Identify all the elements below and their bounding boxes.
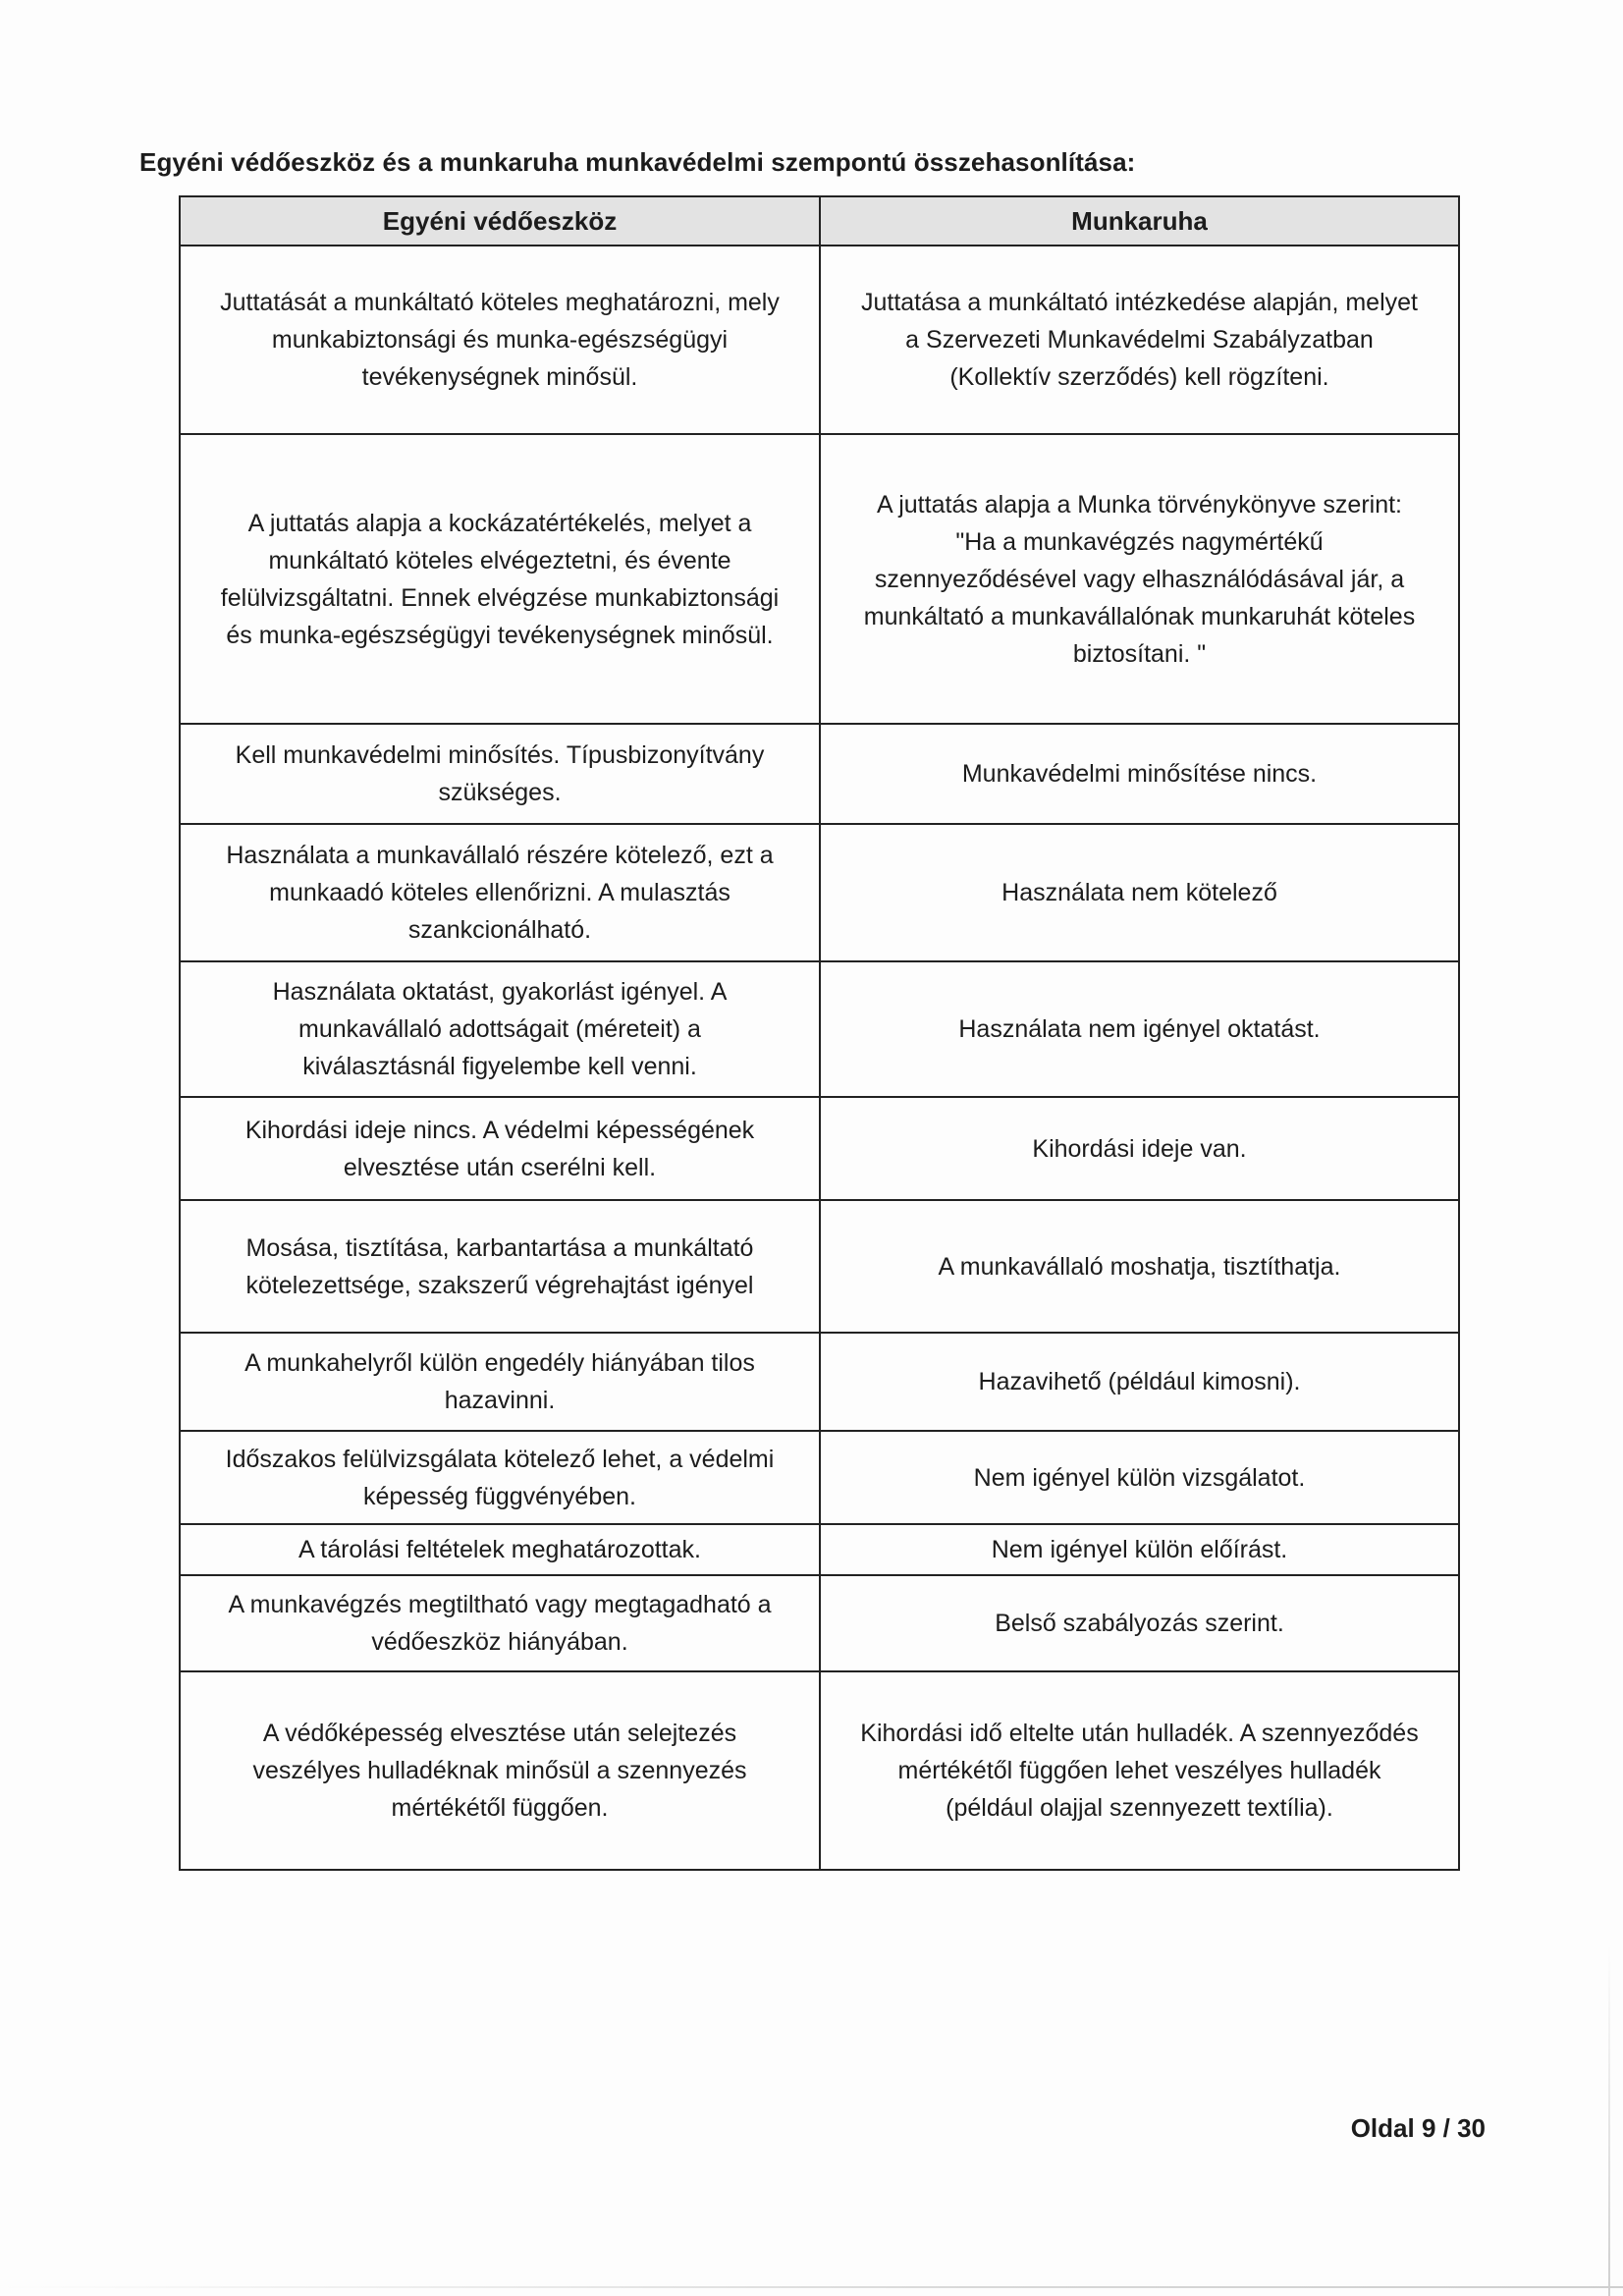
ppe-cell: A védőképesség elvesztése után selejtezés veszélyes hulladéknak minősül a szennyezés mértékétől függően.	[180, 1671, 820, 1870]
workwear-cell: Nem igényel külön vizsgálatot.	[820, 1431, 1459, 1524]
ppe-cell: Juttatását a munkáltató köteles meghatározni, mely munkabiztonsági és munka-egészségügyi tevékenységnek minősül.	[180, 246, 820, 434]
workwear-cell: Hazavihető (például kimosni).	[820, 1333, 1459, 1431]
ppe-cell: Kell munkavédelmi minősítés. Típusbizonyítvány szükséges.	[180, 724, 820, 824]
ppe-cell: Mosása, tisztítása, karbantartása a munkáltató kötelezettsége, szakszerű végrehajtást igényel	[180, 1200, 820, 1333]
scan-edge-shadow	[1608, 1944, 1610, 2296]
scan-bottom-shadow	[0, 2286, 1623, 2288]
table-row	[180, 824, 1459, 961]
table-row	[180, 961, 1459, 1097]
workwear-cell: Használata nem igényel oktatást.	[820, 961, 1459, 1097]
table-row	[180, 1200, 1459, 1333]
workwear-cell: Juttatása a munkáltató intézkedése alapján, melyet a Szervezeti Munkavédelmi Szabályzatban (Kollektív szerződés) kell rögzíteni.	[820, 246, 1459, 434]
table-row	[180, 434, 1459, 724]
table-header	[180, 196, 1459, 246]
header-workwear: Munkaruha	[820, 196, 1459, 246]
workwear-cell: Belső szabályozás szerint.	[820, 1575, 1459, 1671]
ppe-cell: A tárolási feltételek meghatározottak.	[180, 1524, 820, 1575]
workwear-cell: A juttatás alapja a Munka törvénykönyve szerint: "Ha a munkavégzés nagymértékű szennyeződésével vagy elhasználódásával jár, a munkáltató a munkavállalónak munkaruhát köteles biztosítani. "	[820, 434, 1459, 724]
workwear-cell: Kihordási ideje van.	[820, 1097, 1459, 1200]
table-row	[180, 1333, 1459, 1431]
table-row	[180, 1524, 1459, 1575]
ppe-cell: Használata oktatást, gyakorlást igényel. A munkavállaló adottságait (méreteit) a kiválasztásnál figyelembe kell venni.	[180, 961, 820, 1097]
document-title: Egyéni védőeszköz és a munkaruha munkavédelmi szempontú összehasonlítása:	[139, 147, 1136, 177]
ppe-cell: Kihordási ideje nincs. A védelmi képességének elvesztése után cserélni kell.	[180, 1097, 820, 1200]
workwear-cell: Nem igényel külön előírást.	[820, 1524, 1459, 1575]
workwear-cell: Munkavédelmi minősítése nincs.	[820, 724, 1459, 824]
ppe-cell: A munkahelyről külön engedély hiányában tilos hazavinni.	[180, 1333, 820, 1431]
table-row	[180, 724, 1459, 824]
table-row	[180, 1575, 1459, 1671]
ppe-cell: Időszakos felülvizsgálata kötelező lehet, a védelmi képesség függvényében.	[180, 1431, 820, 1524]
table-row	[180, 1671, 1459, 1870]
ppe-cell: Használata a munkavállaló részére kötelező, ezt a munkaadó köteles ellenőrizni. A mulasztás szankcionálható.	[180, 824, 820, 961]
table-row	[180, 246, 1459, 434]
workwear-cell: Kihordási idő eltelte után hulladék. A szennyeződés mértékétől függően lehet veszélyes hulladék (például olajjal szennyezett textília).	[820, 1671, 1459, 1870]
ppe-cell: A juttatás alapja a kockázatértékelés, melyet a munkáltató köteles elvégeztetni, és évente felülvizsgáltatni. Ennek elvégzése munkabiztonsági és munka-egészségügyi tevékenységnek minősül.	[180, 434, 820, 724]
workwear-cell: Használata nem kötelező	[820, 824, 1459, 961]
header-ppe: Egyéni védőeszköz	[180, 196, 820, 246]
table-row	[180, 1097, 1459, 1200]
table-body	[180, 246, 1459, 1870]
table-row	[180, 1431, 1459, 1524]
header-row	[180, 196, 1459, 246]
ppe-cell: A munkavégzés megtiltható vagy megtagadható a védőeszköz hiányában.	[180, 1575, 820, 1671]
workwear-cell: A munkavállaló moshatja, tisztíthatja.	[820, 1200, 1459, 1333]
comparison-table	[179, 195, 1460, 1871]
page-number: Oldal 9 / 30	[1350, 2113, 1486, 2143]
